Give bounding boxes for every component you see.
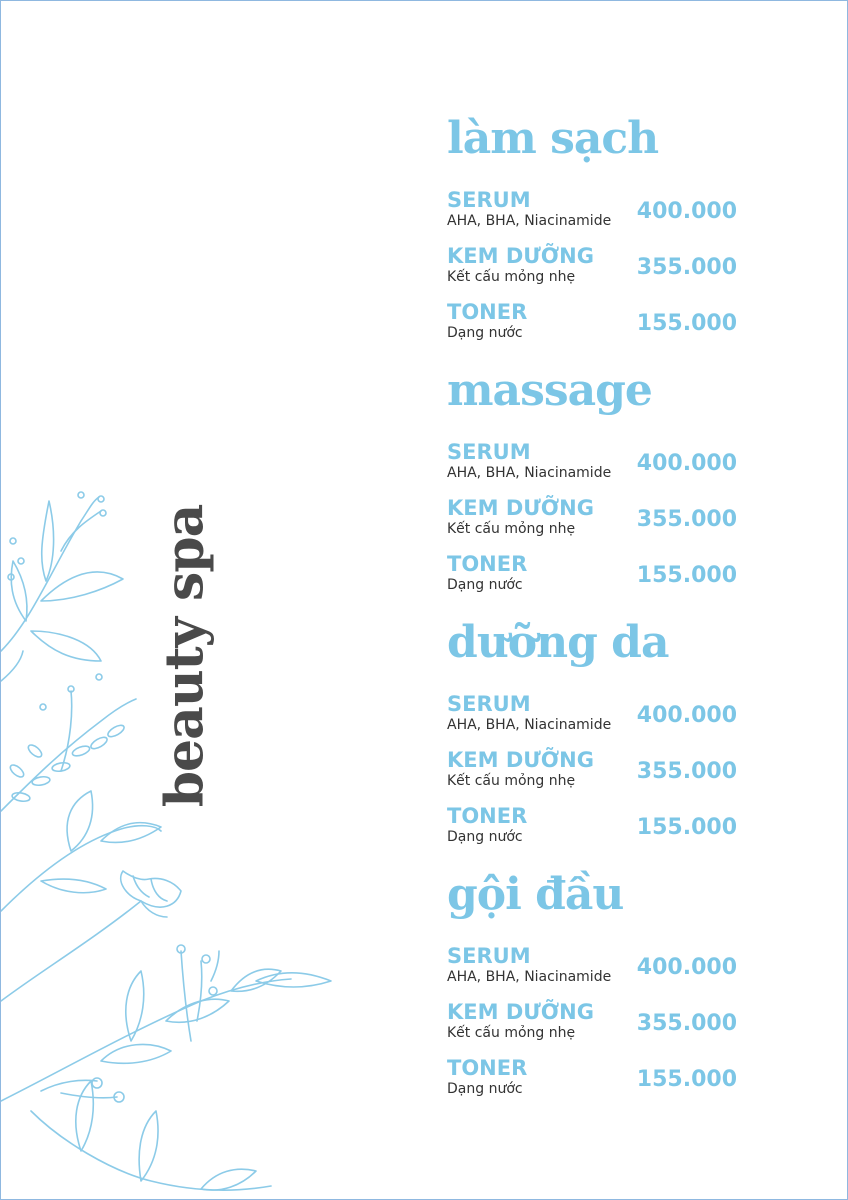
item-description: Dạng nước — [447, 829, 523, 845]
item-name: KEM DƯỠNG — [447, 244, 594, 268]
menu-item — [447, 999, 737, 1055]
item-price: 355.000 — [636, 1011, 737, 1036]
item-name: KEM DƯỠNG — [447, 496, 594, 520]
item-price: 355.000 — [636, 255, 737, 280]
item-description: Dạng nước — [447, 577, 523, 593]
item-description: AHA, BHA, Niacinamide — [447, 717, 612, 733]
menu-item — [447, 299, 737, 355]
menu-item — [447, 551, 737, 607]
menu-section — [447, 865, 737, 1117]
item-description: Kết cấu mỏng nhẹ — [447, 1025, 576, 1041]
item-price: 400.000 — [636, 451, 737, 476]
item-price: 155.000 — [636, 311, 737, 336]
item-description: Dạng nước — [447, 1081, 523, 1097]
item-price: 355.000 — [636, 507, 737, 532]
item-description: AHA, BHA, Niacinamide — [447, 213, 612, 229]
item-name: TONER — [447, 1056, 528, 1080]
item-description: Dạng nước — [447, 325, 523, 341]
item-price: 355.000 — [636, 759, 737, 784]
item-price: 155.000 — [636, 563, 737, 588]
menu-item — [447, 691, 737, 747]
item-description: AHA, BHA, Niacinamide — [447, 969, 612, 985]
menu-item — [447, 439, 737, 495]
item-price: 155.000 — [636, 815, 737, 840]
menu-item — [447, 187, 737, 243]
item-description: Kết cấu mỏng nhẹ — [447, 773, 576, 789]
item-price: 400.000 — [636, 955, 737, 980]
menu-item — [447, 495, 737, 551]
item-description: Kết cấu mỏng nhẹ — [447, 269, 576, 285]
section-title: dưỡng da — [447, 617, 669, 668]
item-name: SERUM — [447, 692, 531, 716]
section-title: massage — [447, 365, 652, 416]
item-name: KEM DƯỠNG — [447, 748, 594, 772]
menu-item — [447, 243, 737, 299]
item-price: 400.000 — [636, 199, 737, 224]
item-description: Kết cấu mỏng nhẹ — [447, 521, 576, 537]
menu-item — [447, 747, 737, 803]
item-name: KEM DƯỠNG — [447, 1000, 594, 1024]
menu-item — [447, 803, 737, 859]
item-name: SERUM — [447, 944, 531, 968]
menu-section — [447, 361, 737, 613]
item-name: TONER — [447, 552, 528, 576]
item-price: 155.000 — [636, 1067, 737, 1092]
item-name: SERUM — [447, 188, 531, 212]
item-name: SERUM — [447, 440, 531, 464]
menu-section — [447, 109, 737, 361]
item-price: 400.000 — [636, 703, 737, 728]
item-description: AHA, BHA, Niacinamide — [447, 465, 612, 481]
item-name: TONER — [447, 300, 528, 324]
item-name: TONER — [447, 804, 528, 828]
section-title: gội đầu — [447, 869, 624, 920]
brand-title: beauty spa — [154, 504, 216, 808]
menu-item — [447, 943, 737, 999]
menu-section — [447, 613, 737, 865]
price-menu — [447, 109, 737, 1117]
menu-item — [447, 1055, 737, 1111]
section-title: làm sạch — [447, 113, 659, 164]
